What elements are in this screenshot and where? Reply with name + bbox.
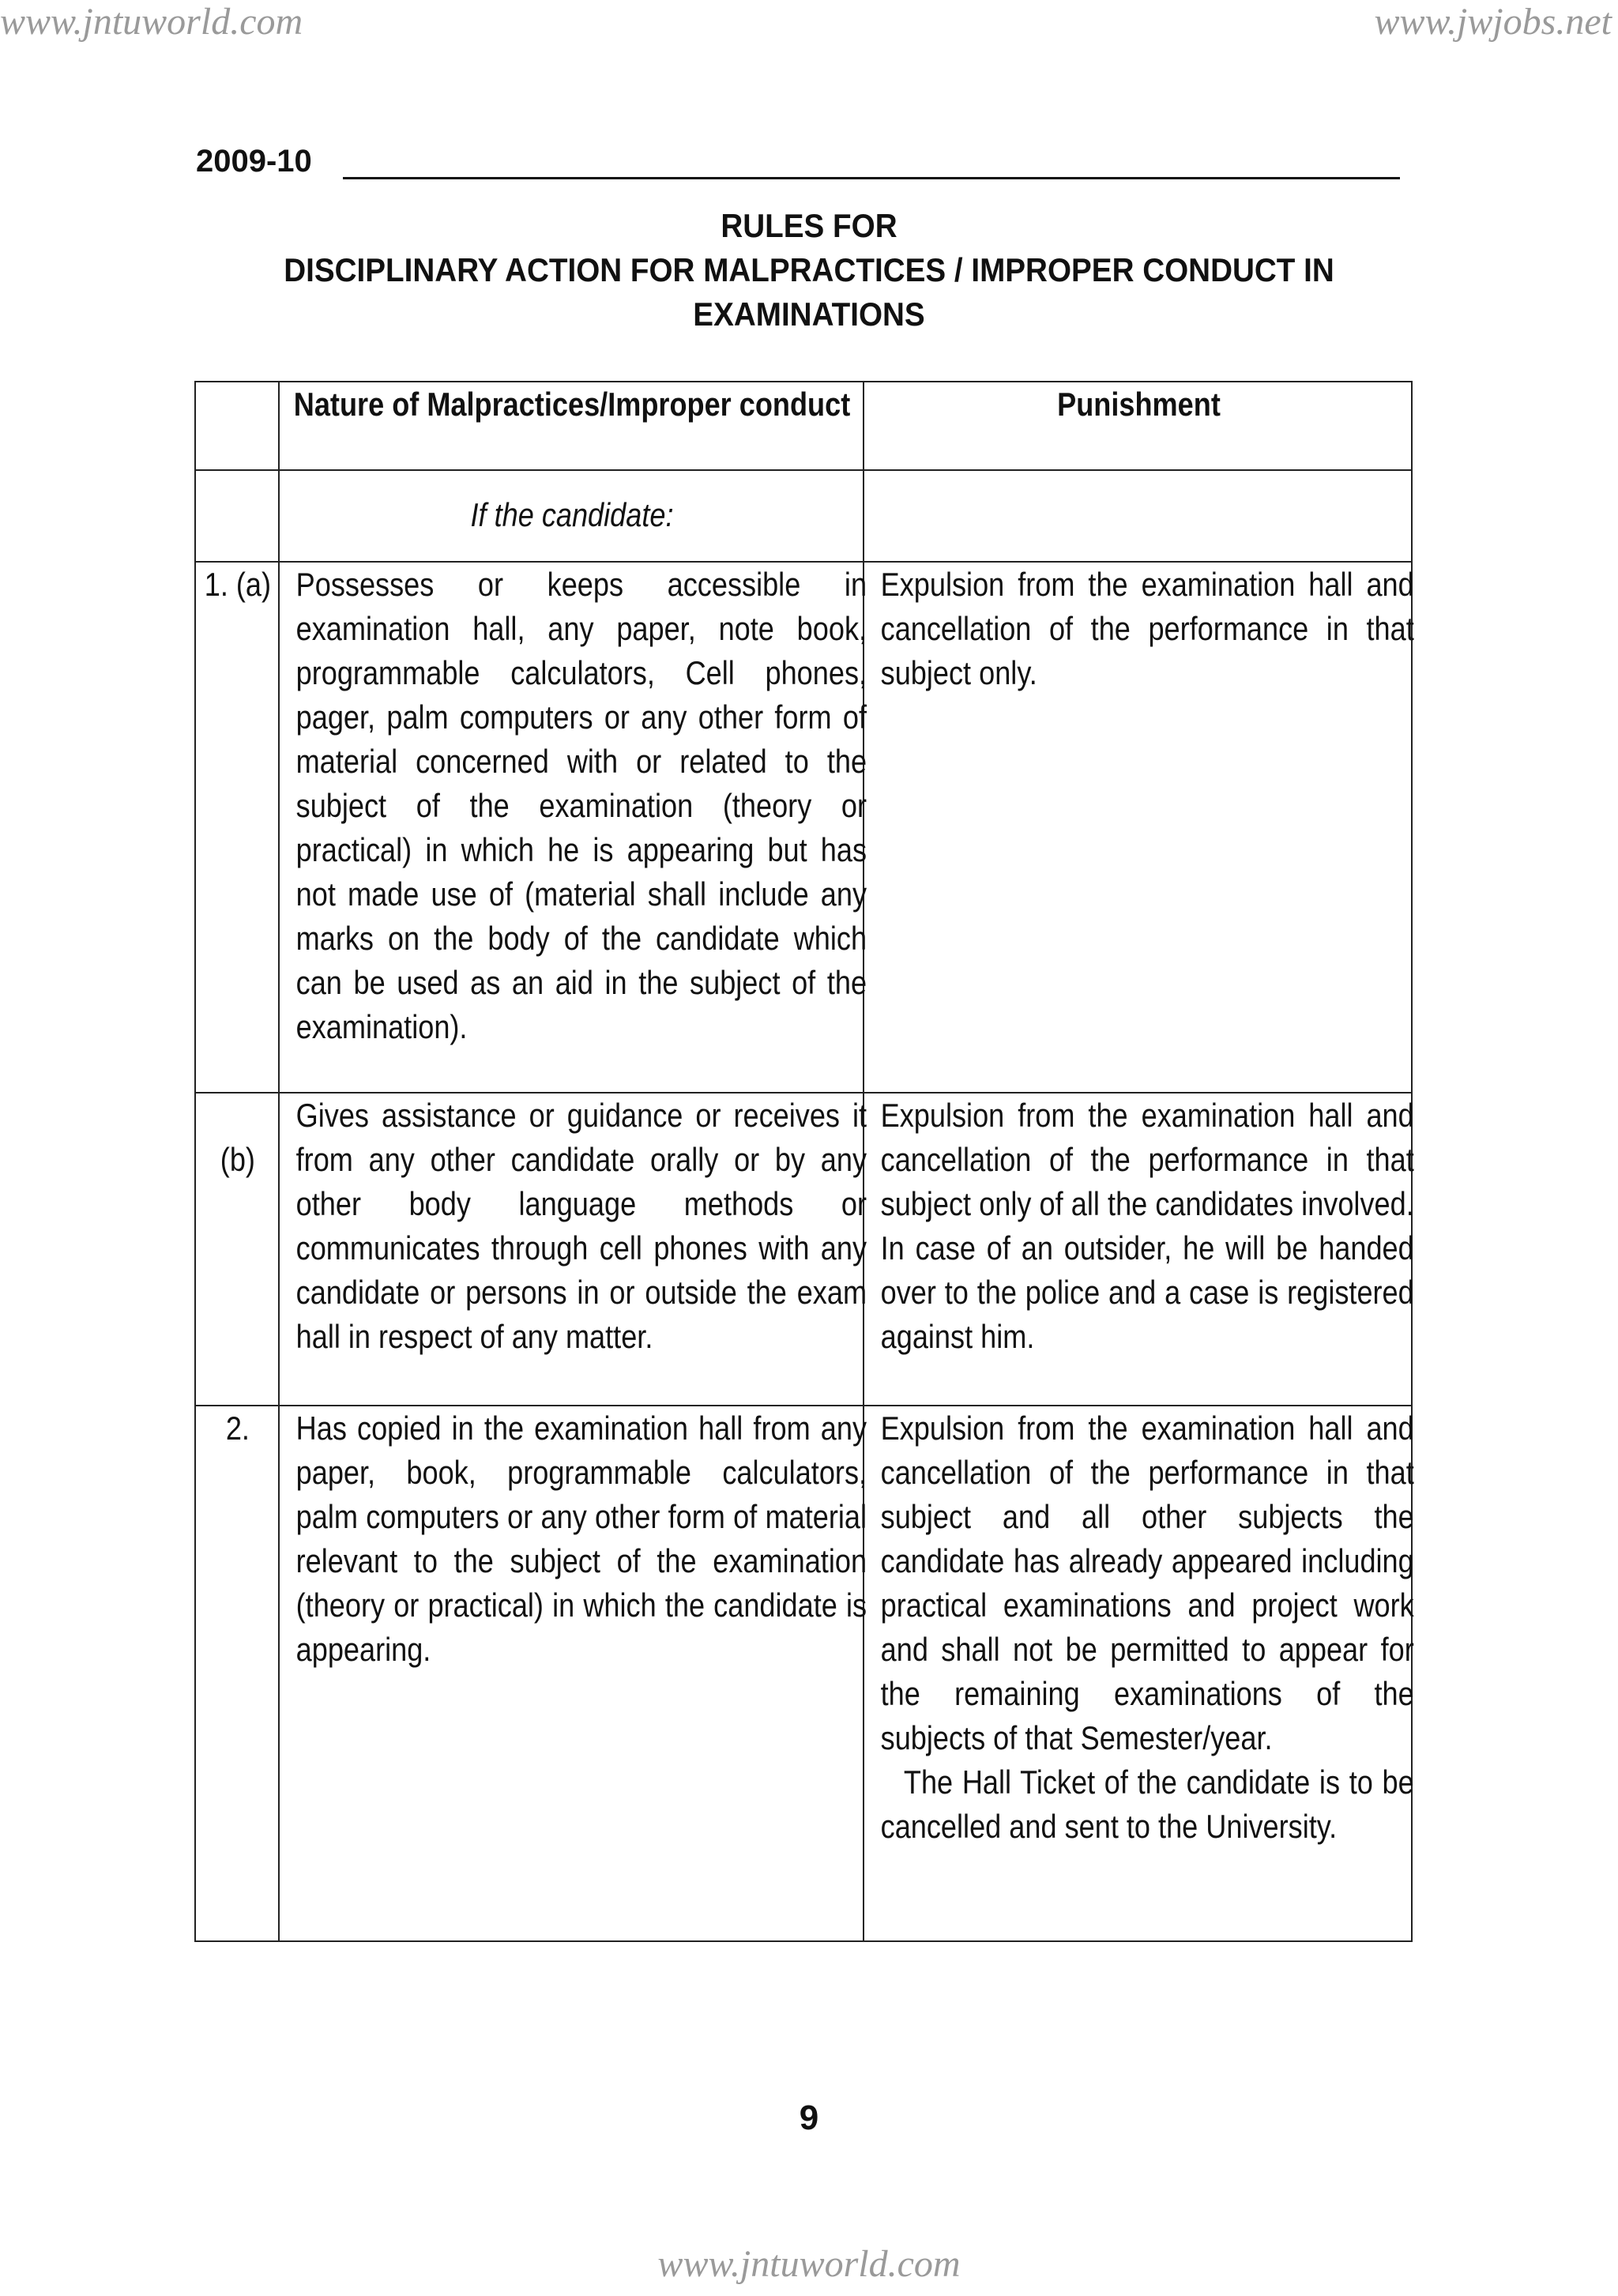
row-punishment-cell [864, 562, 1412, 1093]
watermark-top-right: www.jwjobs.net [1374, 1, 1612, 43]
title-line-2: DISCIPLINARY ACTION FOR MALPRACTICES / IMPROPER CONDUCT IN [284, 251, 1334, 288]
title-line-1: RULES FOR [721, 207, 897, 244]
row-punishment-text-block [864, 1406, 1414, 1849]
row-number-cell [195, 1093, 279, 1406]
watermark-bottom: www.jntuworld.com [657, 2243, 961, 2285]
row-number: 2. [225, 1410, 250, 1447]
row-number: 1. (a) [204, 566, 272, 603]
header-year-line [196, 142, 1400, 180]
rules-table [194, 381, 1413, 1942]
page-number: 9 [799, 2098, 819, 2137]
document-title [65, 204, 1553, 337]
header-nature-cell [279, 382, 864, 470]
table-subheader-row [195, 470, 1412, 562]
header-rule [343, 177, 1400, 179]
header-year: 2009-10 [196, 144, 312, 179]
row-number: (b) [220, 1141, 255, 1178]
header-number-cell [195, 382, 279, 470]
row-punishment-extra: The Hall Ticket of the candidate is to be cancelled and sent to the University. [880, 1763, 1414, 1845]
header-punishment-label: Punishment [1057, 386, 1221, 423]
row-punishment-text: Expulsion from the examination hall and cancellation of the performance in that subject only. [880, 566, 1414, 691]
subheader-nature-cell [279, 470, 864, 562]
row-nature-text: Possesses or keeps accessible in examination hall, any paper, note book, programmable calculators, Cell phones, pager, palm computers or any other form of material concerned with or related to the subject of the examination (theory or practical) in which he is appearing but has not made use of (material shall include any marks on the body of the candidate which can be used as an aid in the subject of the examination). [295, 566, 867, 1045]
row-number-cell [195, 562, 279, 1093]
subheader-number-cell [195, 470, 279, 562]
row-punishment-text: Expulsion from the examination hall and cancellation of the performance in that subject and all other subjects the candidate has already appeared including practical examinations and project work and shall not be permitted to appear for the remaining examinations of the subjects of that Semester/year. [880, 1410, 1414, 1756]
row-punishment-cell [864, 1093, 1412, 1406]
title-line-3: EXAMINATIONS [693, 295, 925, 333]
table-row [195, 562, 1412, 1093]
table-header-row [195, 382, 1412, 470]
row-nature-cell [279, 1093, 867, 1406]
table-row [195, 1093, 1412, 1406]
row-punishment-cell [864, 1406, 1412, 1941]
row-punishment-text: Expulsion from the examination hall and cancellation of the performance in that subject only of all the candidates involved. In case of an outsider, he will be handed over to the police and a case is registered against him. [880, 1097, 1414, 1355]
header-nature-label: Nature of Malpractices/Improper conduct [293, 386, 851, 423]
row-punishment-extra-text [881, 1760, 1414, 1849]
subheader-punishment-cell [864, 470, 1412, 562]
row-number-cell [195, 1406, 279, 1941]
subheader-label: If the candidate: [470, 496, 674, 533]
row-nature-text: Has copied in the examination hall from any paper, book, programmable calculators, palm computers or any other form of material relevant to the subject of the examination (theory or practical) in which the candidate is appearing. [295, 1410, 867, 1668]
row-nature-cell [279, 1406, 867, 1941]
row-nature-text: Gives assistance or guidance or receives it from any other candidate orally or by any other body language methods or communicates through cell phones with any candidate or persons in or outside the exam hall in respect of any matter. [295, 1097, 867, 1355]
row-nature-cell [279, 562, 867, 1093]
table-row [195, 1406, 1412, 1941]
header-punishment-cell [864, 382, 1412, 470]
watermark-top-left: www.jntuworld.com [0, 1, 303, 43]
